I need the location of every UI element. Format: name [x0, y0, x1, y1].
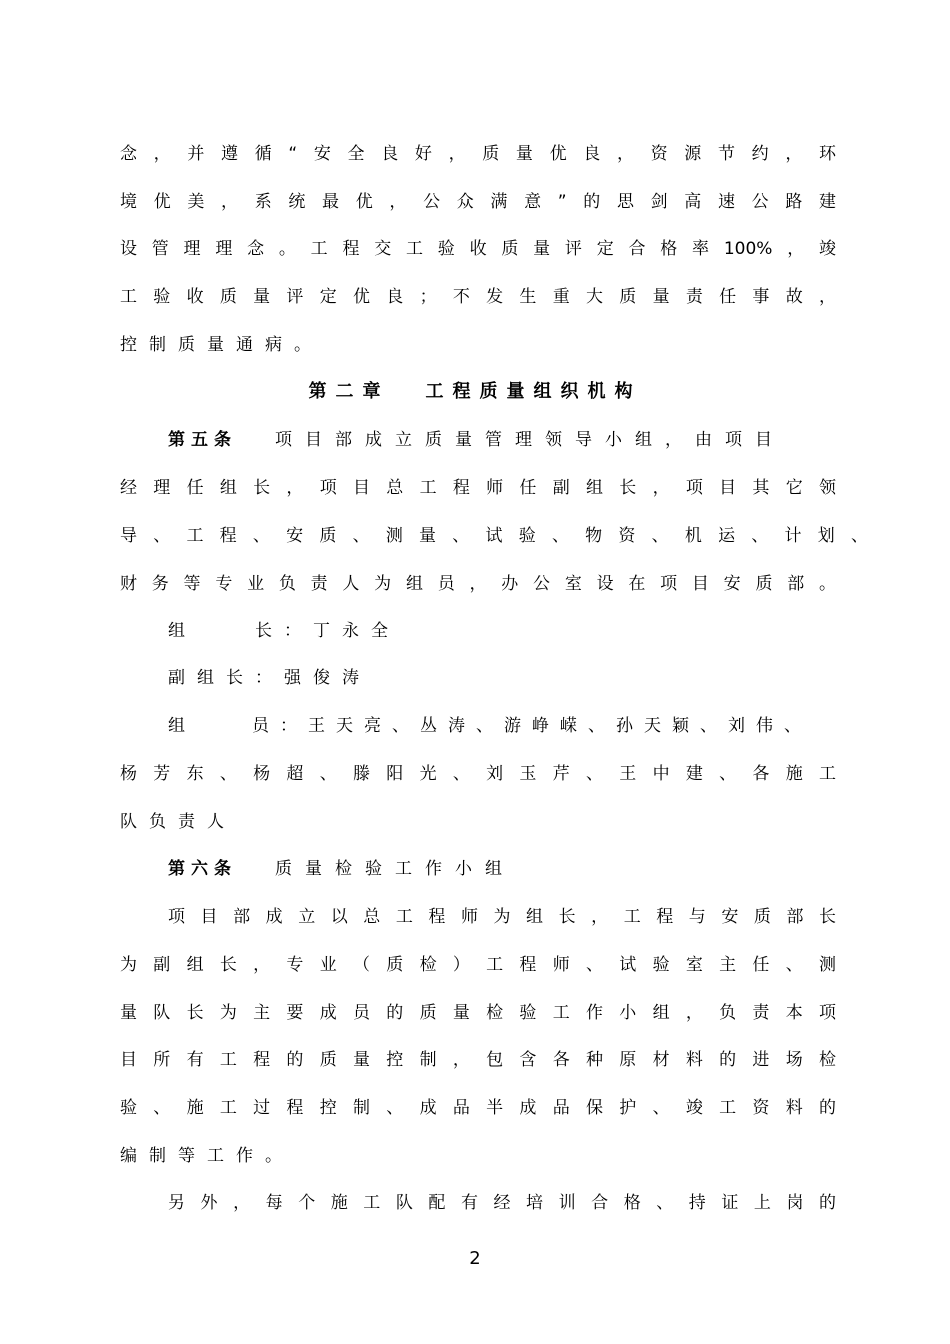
leader-name: 丁永全	[313, 621, 400, 641]
article-6-first-line	[168, 857, 836, 881]
article-5-line-4: 财务等专业负责人为组员，办公室设在项目安质部。	[120, 574, 836, 594]
body-line-1: 念，并遵循“安全良好，质量优良，资源节约，环	[120, 144, 836, 164]
members-label: 组 员：	[168, 716, 308, 736]
vice-leader-name: 强俊涛	[284, 668, 371, 688]
leader-row	[168, 619, 836, 643]
members-list-3: 队负责人	[120, 812, 236, 832]
article-6-line-2: 为副组长，专业（质检）工程师、试验室主任、测	[120, 955, 836, 975]
body-line-5: 控制质量通病。	[120, 335, 323, 355]
article-6-line-1: 项目部成立以总工程师为组长，工程与安质部长	[168, 907, 836, 927]
chapter-heading	[0, 380, 950, 404]
members-list-2: 杨芳东、杨超、滕阳光、刘玉芹、王中建、各施工	[120, 764, 836, 784]
article-6-line-5: 验、施工过程控制、成品半成品保护、竣工资料的	[120, 1098, 836, 1118]
chapter-number: 第二章	[308, 381, 390, 402]
members-list-1: 王天亮、丛涛、游峥嵘、孙天颖、刘伟、	[308, 716, 812, 736]
members-row	[168, 714, 836, 738]
page-number: 2	[469, 1248, 481, 1269]
article-5-line-2: 经理任组长，项目总工程师任副组长，项目其它领	[120, 478, 836, 498]
article-5-heading: 第五条	[168, 430, 237, 450]
article-5-text: 项目部成立质量管理领导小组，由项目	[275, 430, 785, 450]
article-5-first-line	[168, 428, 836, 452]
article-6-title: 质量检验工作小组	[275, 859, 515, 879]
chapter-title: 工程质量组织机构	[425, 381, 642, 402]
body-line-4: 工验收质量评定优良；不发生重大质量责任事故，	[120, 287, 836, 307]
article-6-line-3: 量队长为主要成员的质量检验工作小组，负责本项	[120, 1003, 836, 1023]
body-line-2: 境优美，系统最优，公众满意”的思剑高速公路建	[120, 192, 836, 212]
article-6-heading: 第六条	[168, 859, 237, 879]
article-6-line-4: 目所有工程的质量控制，包含各种原材料的进场检	[120, 1050, 836, 1070]
article-6-line-6: 编制等工作。	[120, 1146, 294, 1166]
leader-label: 组 长：	[168, 621, 313, 641]
body-line-3: 设管理理念。工程交工验收质量评定合格率100%，竣	[120, 239, 836, 259]
article-5-line-3: 导、工程、安质、测量、试验、物资、机运、计划、	[120, 526, 868, 546]
vice-leader-label: 副组长：	[168, 668, 284, 688]
article-6-line-7: 另外，每个施工队配有经培训合格、持证上岗的	[168, 1193, 836, 1213]
vice-leader-row	[168, 666, 836, 690]
